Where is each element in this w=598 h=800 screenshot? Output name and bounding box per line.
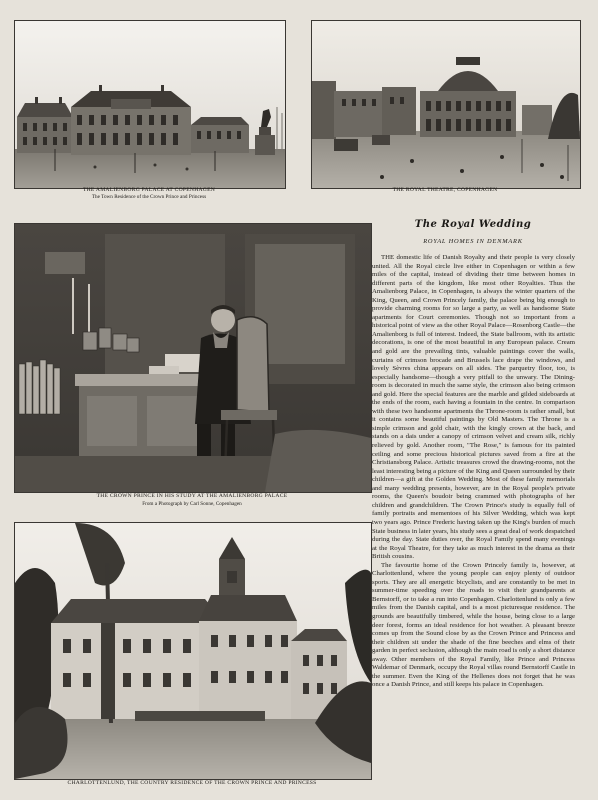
royal-theatre-illustration bbox=[312, 21, 580, 188]
figure-subcaption-crown-prince-study: From a Photograph by Carl Sonne, Copenhagen bbox=[142, 501, 242, 507]
charlottenlund-illustration bbox=[15, 523, 371, 779]
article-paragraph: THE domestic life of Danish Royalty and their people is very closely united. All the Royal circle live either in Copenhagen or within a few miles of the capital, instead of dividing their time between homes in different parts of the kingdom, like most other Royalties. Thus the Amalienborg Palace, in Copenhagen, is always the winter quarters of the King, Queen, and Crown Princely family, the palace being big enough to provide charming rooms for so large a party, as well as handsome State apartments for Court ceremonies. Though not so important from a historical point of view as the other Royal Palace—Rosenborg Castle—the Amalienborg is full of interest. Indeed, the State ballroom, with its artistic decorations, is one of the most beautiful in any European palace. Cream and gold are the prevailing tints, valuable paintings cover the walls, curtains of crimson brocade and Brussels lace drape the windows, and lovely Sèvres china appears on all sides. The parquetry floor, too, is especially handsome—though a very pitfall to the unwary. The Dining-room is decorated in much the same style, the crimson also being crimson and gold. Here the special features are the marble and gilded sideboards at the ends of the room, each having a fountain in the centre. In comparison with these two handsome apartments the Throne-room is rather small, but it contains some beautiful paintings by Old Masters. The Throne is a simple crimson and gold chair, with the kingly crown at the back, and stands on a dais under a canopy of crimson velvet and cream silk, richly relieved by gold. Another room, "The Rose," is famous for its painted ceiling and some precious historical pictures saved from a fire at the Christiansborg Palace. Artistic treasures crowd the drawing-rooms, not the least interesting being a picture of the King and Queen surrounded by their children—a gift at the Golden Wedding. Most of these family memorials and many wedding presents, however, are in the Royal people's private rooms, the Queen's boudoir being crammed with photographs of her children and grandchildren. The Crown Prince's study is equally full of family portraits and mementoes of his Silver Wedding, which was kept two years ago. Prince Frederic having taken up the King's burden of much State business in later years, his study sees a great deal of work despatched during the day. State duties over, the Royal Family spend many evenings at the Royal Theatre, for they take as much interest in the drama as their British cousins. bbox=[372, 254, 575, 561]
article-body bbox=[372, 254, 575, 690]
article-title: The Royal Wedding bbox=[414, 219, 532, 230]
figure-caption-crown-prince-study: THE CROWN PRINCE IN HIS STUDY AT THE AMALIENBORG PALACE bbox=[96, 493, 288, 499]
article-paragraph: The favourite home of the Crown Princely family is, however, at Charlottenlund, where the young people can enjoy plenty of outdoor sports. They are all energetic bicyclists, and are constantly to be met in summer-time speeding over the roads to visit their grandparents at Bernstorff, or to take a run into Copenhagen. Charlottenlund is only a few miles from the Danish capital, and is a most picturesque residence. The grounds are beautifully timbered, while the house, being close to a large deer forest, forms an ideal residence for hot weather. A pleasant breeze comes up from the Sound close by as the Crown Prince and Princess and their children sit under the shade of the fine beeches and elms of their garden in perfect seclusion, although the main road is only a short distance away. Other members of the Royal Family, like Prince and Princess Waldemar of Denmark, occupy the Royal villas round Bernstorff Castle in the summer. Even the King of the Hellenes does not forget that he was once a Danish Prince, and still keeps his palace in Copenhagen. bbox=[372, 561, 575, 689]
figure-caption-royal-theatre: THE ROYAL THEATRE, COPENHAGEN bbox=[392, 187, 498, 193]
figure-caption-charlottenlund: CHARLOTTENLUND, THE COUNTRY RESIDENCE OF THE CROWN PRINCE AND PRINCESS bbox=[67, 780, 317, 786]
amalienborg-palace-illustration bbox=[15, 21, 285, 188]
charlottenlund-photo bbox=[14, 522, 372, 780]
figure-subcaption-amalienborg: The Town Residence of the Crown Prince and Princess bbox=[91, 194, 207, 200]
figure-caption-amalienborg: THE AMALIENBORG PALACE AT COPENHAGEN bbox=[82, 187, 216, 193]
amalienborg-palace-photo bbox=[14, 20, 286, 189]
crown-prince-study-photo bbox=[14, 223, 372, 493]
royal-theatre-photo bbox=[311, 20, 581, 189]
crown-prince-study-illustration bbox=[15, 224, 371, 492]
article-subtitle: ROYAL HOMES IN DENMARK bbox=[423, 238, 523, 245]
